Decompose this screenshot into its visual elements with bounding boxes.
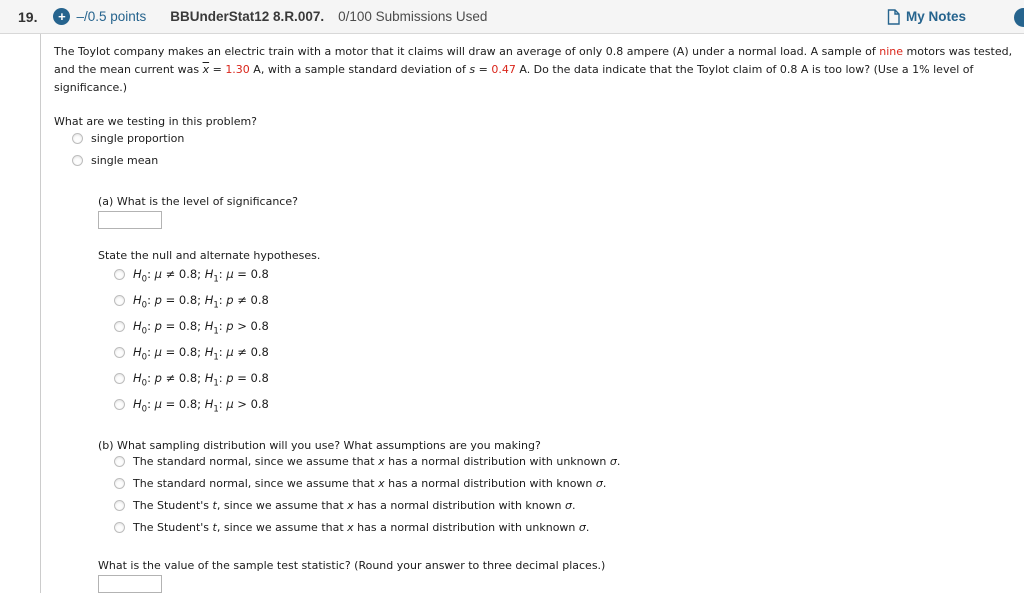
hypothesis-option (114, 371, 1024, 389)
question-number: 19. (18, 8, 38, 25)
ask-teacher-icon[interactable] (1014, 8, 1024, 27)
part-b-block (98, 439, 1024, 534)
radio-single-proportion[interactable] (72, 133, 83, 144)
submissions-used: 0/100 Submissions Used (338, 9, 488, 24)
hypothesis-option (114, 319, 1024, 337)
option-label: single proportion (91, 132, 185, 145)
hypothesis-option (114, 345, 1024, 363)
points-label: –/0.5 points (76, 9, 147, 24)
option-single-proportion (72, 132, 1024, 145)
problem-statement: The Toylot company makes an electric train with a motor that it claims will draw an average of only 0.8 ampere (A) under a normal load. A sample of nine motors was tested, and the mean current was $\overline{x} = 1.30$ A, with a sample standard deviation of s = 0.47 A. Do the data indicate that the Toylot claim of 0.8 A is too low? (Use a 1% level of significance.) (54, 45, 1013, 94)
testing-options (54, 132, 1024, 167)
distribution-option (114, 521, 1024, 534)
part-a-question: (a) What is the level of significance? (98, 195, 298, 208)
question-header (0, 0, 1024, 34)
radio-distribution-1[interactable] (114, 456, 125, 467)
test-statistic-question: What is the value of the sample test statistic? (Round your answer to three decimal places.) (98, 559, 606, 572)
option-label: The Student's t, since we assume that x has a normal distribution with known σ. (133, 499, 576, 512)
radio-distribution-4[interactable] (114, 522, 125, 533)
hypothesis-option (114, 267, 1024, 285)
hypothesis-option (114, 397, 1024, 415)
radio-hypothesis-3[interactable] (114, 321, 125, 332)
test-statistic-input[interactable] (98, 575, 162, 593)
radio-hypothesis-5[interactable] (114, 373, 125, 384)
option-label: $H_0$: μ = 0.8; $H_1$: μ > 0.8 (133, 397, 269, 415)
part-a-block (98, 195, 1024, 415)
option-label: $H_0$: p ≠ 0.8; $H_1$: p = 0.8 (133, 371, 269, 389)
option-label: $H_0$: μ = 0.8; $H_1$: μ ≠ 0.8 (133, 345, 269, 363)
option-label: The standard normal, since we assume that x has a normal distribution with known σ. (133, 477, 607, 490)
option-single-mean (72, 154, 1024, 167)
option-label: The Student's t, since we assume that x has a normal distribution with unknown σ. (133, 521, 590, 534)
part-b-question: (b) What sampling distribution will you use? What assumptions are you making? (98, 439, 541, 452)
hypotheses-prompt: State the null and alternate hypotheses. (98, 249, 321, 262)
radio-hypothesis-6[interactable] (114, 399, 125, 410)
hypothesis-options (98, 267, 1024, 415)
distribution-option (114, 455, 1024, 468)
option-label: single mean (91, 154, 159, 167)
testing-question: What are we testing in this problem? (54, 115, 258, 128)
radio-hypothesis-1[interactable] (114, 269, 125, 280)
significance-input[interactable] (98, 211, 162, 229)
assignment-code: BBUnderStat12 8.R.007. (170, 9, 325, 24)
option-label: $H_0$: p = 0.8; $H_1$: p > 0.8 (133, 319, 269, 337)
option-label: $H_0$: p = 0.8; $H_1$: p ≠ 0.8 (133, 293, 269, 311)
hypothesis-option (114, 293, 1024, 311)
my-notes-label: My Notes (905, 9, 966, 24)
radio-distribution-3[interactable] (114, 500, 125, 511)
distribution-option (114, 499, 1024, 512)
document-icon (887, 9, 900, 25)
radio-single-mean[interactable] (72, 155, 83, 166)
radio-hypothesis-4[interactable] (114, 347, 125, 358)
radio-distribution-2[interactable] (114, 478, 125, 489)
expand-plus-icon[interactable]: + (53, 8, 70, 25)
option-label: $H_0$: μ ≠ 0.8; $H_1$: μ = 0.8 (133, 267, 269, 285)
radio-hypothesis-2[interactable] (114, 295, 125, 306)
my-notes-button[interactable] (887, 9, 966, 25)
distribution-option (114, 477, 1024, 490)
question-body (40, 34, 1024, 593)
option-label: The standard normal, since we assume that x has a normal distribution with unknown σ. (133, 455, 621, 468)
distribution-options (98, 455, 1024, 534)
